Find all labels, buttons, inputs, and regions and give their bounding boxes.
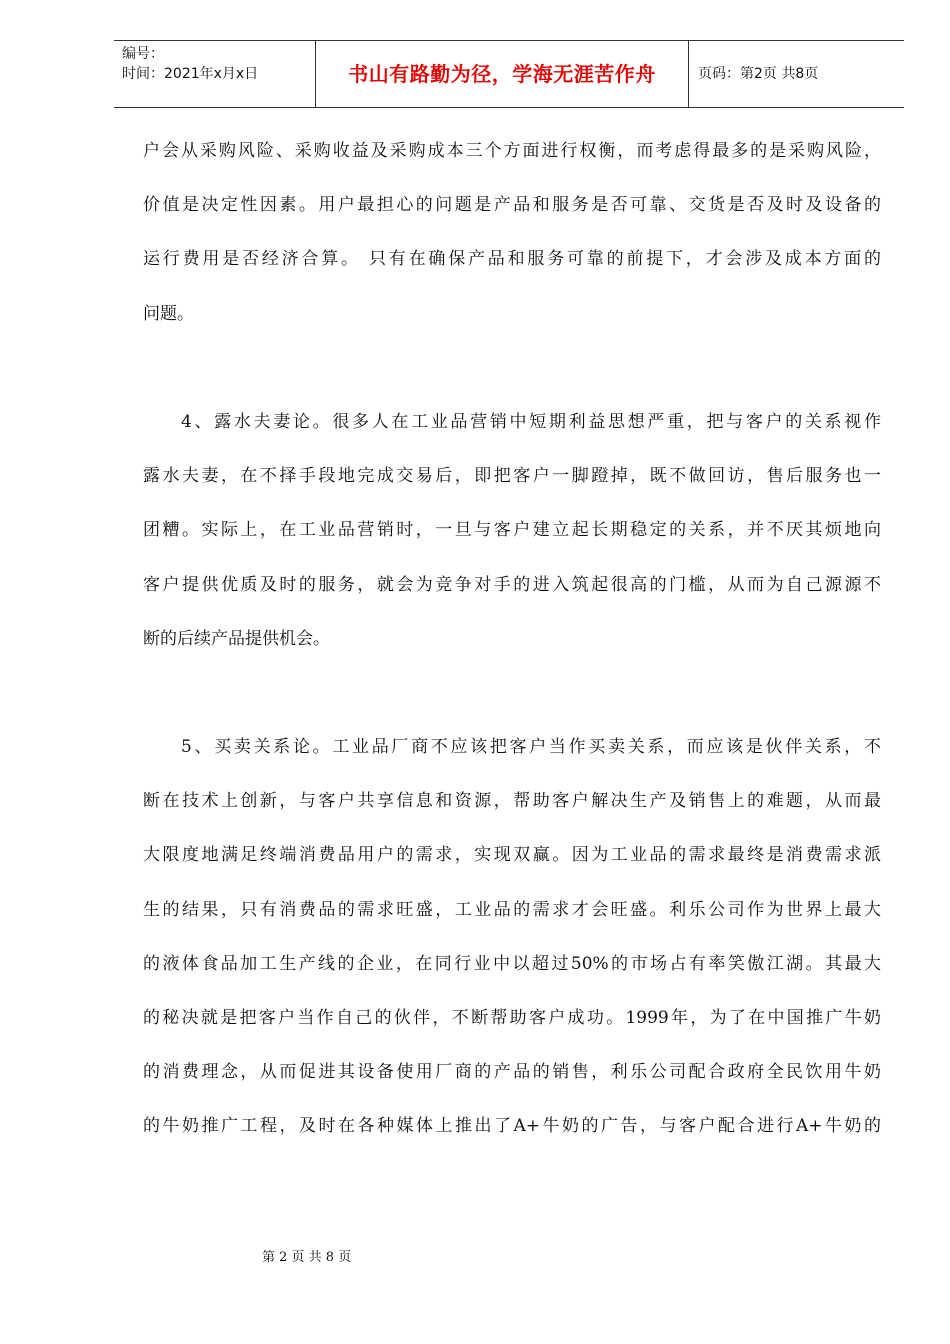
serial-number-label: 编号： xyxy=(122,46,164,62)
paragraph-4 xyxy=(143,395,881,666)
text-line: 生的结果，只有消费品的需求旺盛，工业品的需求才会旺盛。利乐公司作为世界上最大 xyxy=(143,899,881,920)
text-line: 问题。 xyxy=(143,303,194,324)
text-line: 5、买卖关系论。工业品厂商不应该把客户当作买卖关系，而应该是伙伴关系，不 xyxy=(181,737,881,758)
header-page-number: 页码：第2页 共8页 xyxy=(698,66,819,82)
text-line: 4、露水夫妻论。很多人在工业品营销中短期利益思想严重，把与客户的关系视作 xyxy=(181,411,881,432)
paragraph-gap xyxy=(143,341,881,395)
text-line: 断的后续产品提供机会。 xyxy=(143,628,330,649)
text-line: 客户提供优质及时的服务，就会为竞争对手的进入筑起很高的门槛，从而为自己源源不 xyxy=(143,574,881,595)
text-line: 运行费用是否经济合算。 只有在确保产品和服务可靠的前提下，才会涉及成本方面的 xyxy=(143,249,881,270)
paragraph-5 xyxy=(143,720,881,1154)
text-line: 大限度地满足终端消费品用户的需求，实现双赢。因为工业品的需求最终是消费需求派 xyxy=(143,845,881,866)
text-line: 的牛奶推广工程，及时在各种媒体上推出了A+牛奶的广告，与客户配合进行A+牛奶的 xyxy=(143,1116,881,1137)
header-motto: 书山有路勤为径，学海无涯苦作舟 xyxy=(348,62,656,86)
header-info xyxy=(122,44,317,84)
page-footer: 第 2 页 共 8 页 xyxy=(262,1250,352,1265)
text-line: 的消费理念，从而促进其设备使用厂商的产品的销售，利乐公司配合政府全民饮用牛奶 xyxy=(143,1062,881,1083)
text-line: 户会从采购风险、采购收益及采购成本三个方面进行权衡，而考虑得最多的是采购风险， xyxy=(143,141,881,161)
time-label: 时间：2021年x月x日 xyxy=(122,66,259,82)
document-body xyxy=(143,124,881,1154)
text-line: 价值是决定性因素。用户最担心的问题是产品和服务是否可靠、交货是否及时及设备的 xyxy=(143,195,881,216)
text-line: 的秘决就是把客户当作自己的伙伴，不断帮助客户成功。1999年，为了在中国推广牛奶 xyxy=(143,1008,881,1028)
paragraph-gap xyxy=(143,666,881,720)
text-line: 团糟。实际上，在工业品营销时，一旦与客户建立起长期稳定的关系，并不厌其烦地向 xyxy=(143,520,881,541)
page-header xyxy=(114,40,904,108)
text-line: 露水夫妻，在不择手段地完成交易后，即把客户一脚蹬掉，既不做回访，售后服务也一 xyxy=(143,466,881,487)
text-line: 断在技术上创新，与客户共享信息和资源，帮助客户解决生产及销售上的难题，从而最 xyxy=(143,791,881,812)
text-line: 的液体食品加工生产线的企业，在同行业中以超过50%的市场占有率笑傲江湖。其最大 xyxy=(143,953,881,974)
paragraph-continued xyxy=(143,124,881,341)
header-divider xyxy=(688,41,689,107)
